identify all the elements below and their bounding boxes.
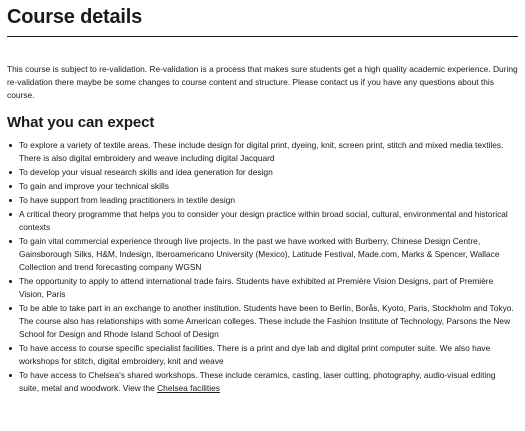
intro-paragraph: This course is subject to re-validation. Re-validation is a process that makes sure students get a high quality academic experience. During re-validation there maybe be some changes to course content and structure. Please contact us if you have any questions about this course. — [7, 64, 518, 100]
title-divider — [7, 36, 518, 37]
list-item — [7, 166, 514, 179]
list-item-text: A critical theory programme that helps you to consider your design practice within broad social, cultural, environmental and historical contexts — [19, 209, 508, 232]
list-item — [7, 180, 514, 193]
list-item — [7, 302, 514, 341]
bullet-icon — [9, 280, 12, 283]
list-item — [7, 342, 514, 368]
list-item — [7, 235, 514, 274]
list-item-text: To gain vital commercial experience through live projects. In the past we have worked with Burberry, Chinese Design Centre, Gainsborough Silks, H&M, Indesign, Iberoamericano University (Mexico), Latitude Festival, Made.com, Marks & Spencer, Wallace Collection and trend forecasting company WGSN — [19, 236, 500, 272]
bullet-icon — [9, 144, 12, 147]
list-item-text: To develop your visual research skills and idea generation for design — [19, 167, 273, 177]
bullet-icon — [9, 199, 12, 202]
bullet-icon — [9, 213, 12, 216]
bullet-icon — [9, 171, 12, 174]
list-item-text: To have access to course specific specialist facilities. There is a print and dye lab and digital print computer suite. We also have workshops for stitch, digital embroidery, knit and weave — [19, 343, 491, 366]
list-item-text: The opportunity to apply to attend international trade fairs. Students have exhibited at Première Vision Designs, part of Première Vision, Paris — [19, 276, 494, 299]
section-heading-what-you-can-expect: What you can expect — [7, 114, 155, 131]
page-title: Course details — [7, 6, 143, 28]
list-item-text: To have support from leading practitioners in textile design — [19, 195, 236, 205]
chelsea-facilities-link[interactable]: Chelsea facilities — [157, 383, 220, 393]
list-item — [7, 208, 514, 234]
bullet-icon — [9, 307, 12, 310]
bullet-icon — [9, 374, 12, 377]
list-item-text: To have access to Chelsea's shared workshops. These include ceramics, casting, laser cutting, photography, audio-visual editing suite, metal and woodwork. View the — [19, 370, 496, 393]
list-item — [7, 139, 514, 165]
list-item-text: To explore a variety of textile areas. These include design for digital print, dyeing, knit, screen print, stitch and mixed media textiles. There is also digital embroidery and weave including digital Jacquard — [19, 140, 504, 163]
list-item — [7, 275, 514, 301]
expect-list — [7, 139, 514, 395]
list-item — [7, 194, 514, 207]
bullet-icon — [9, 347, 12, 350]
bullet-icon — [9, 240, 12, 243]
list-item-text: To be able to take part in an exchange to another institution. Students have been to Berlin, Borås, Kyoto, Paris, Stockholm and Tokyo. The course also has relationships with some American colleges. These include the Fashion Institute of Technology, Parsons the New School for Design and Rhode Island School of Design — [19, 303, 514, 339]
bullet-icon — [9, 185, 12, 188]
list-item-text: To gain and improve your technical skills — [19, 181, 169, 191]
list-item — [7, 369, 514, 395]
course-details-page — [0, 5, 525, 431]
